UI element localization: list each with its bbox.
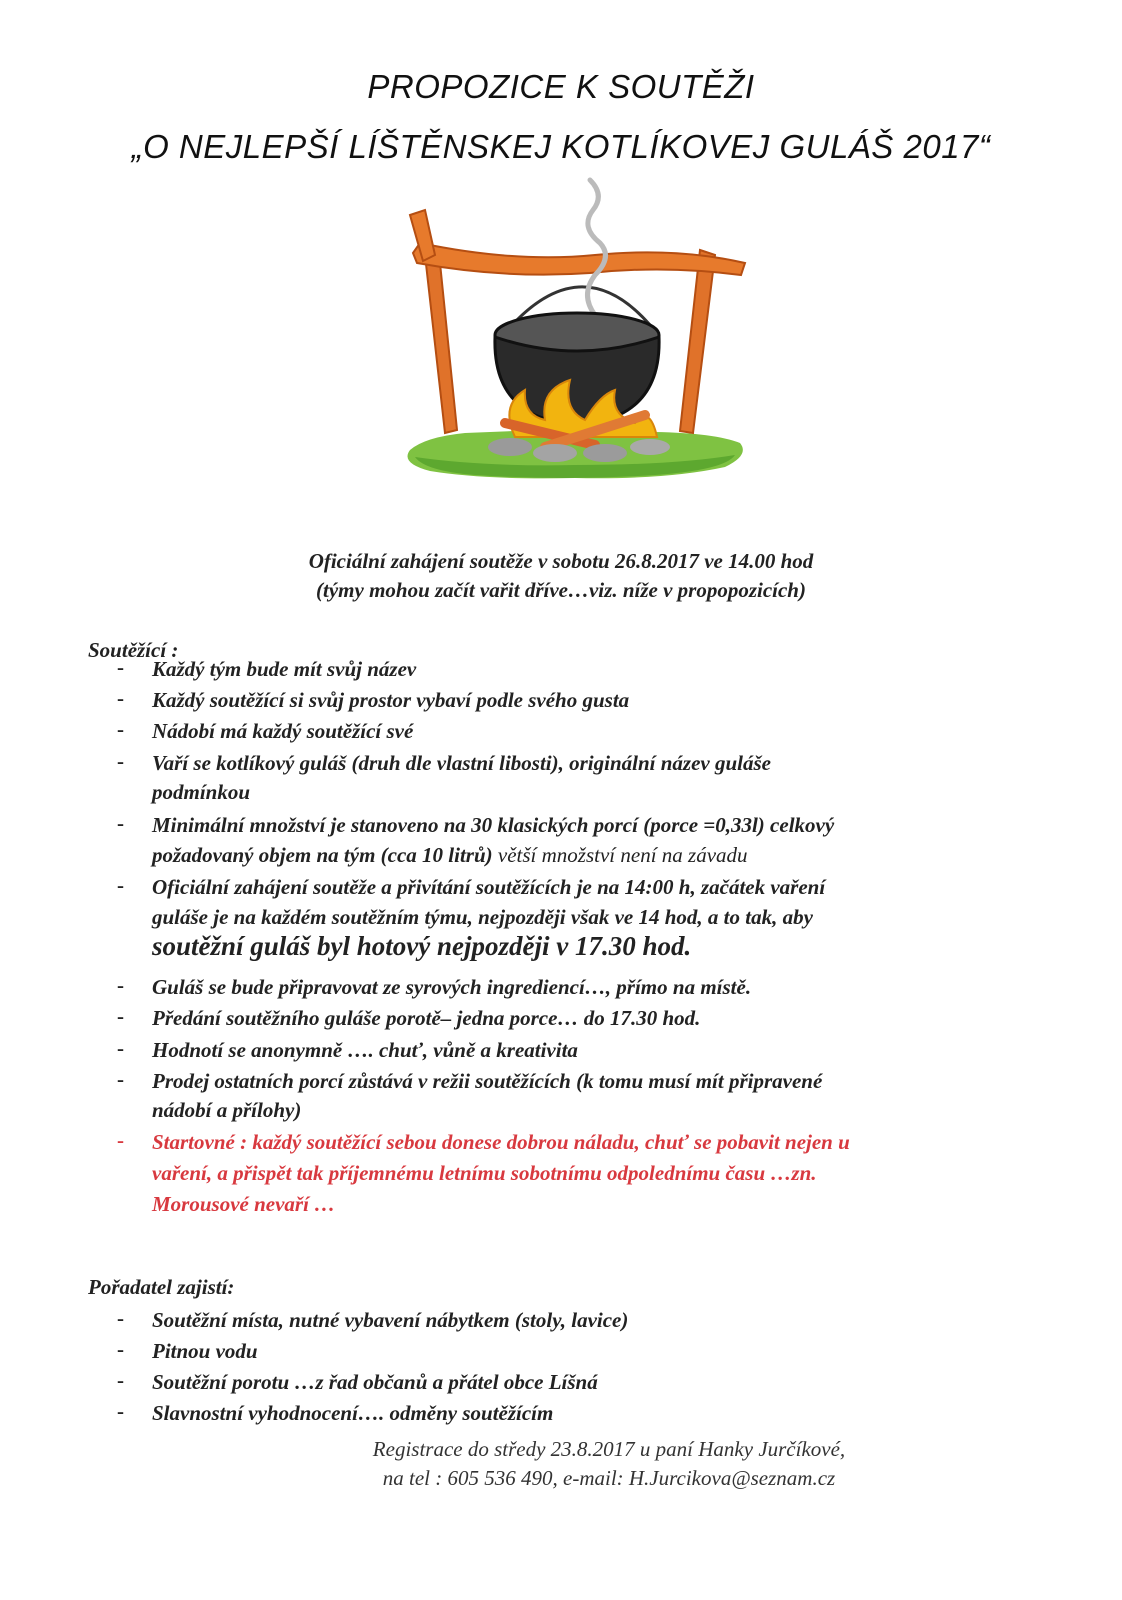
list-item-text: Pitnou vodu bbox=[152, 1339, 258, 1363]
stone bbox=[488, 438, 532, 456]
cross-bar bbox=[413, 243, 745, 275]
bullet-dash: - bbox=[117, 1399, 124, 1423]
list-item-text: podmínkou bbox=[152, 780, 251, 804]
list-item-text: vaření, a přispět tak příjemnému letnímu sobotnímu odpolednímu času …zn. bbox=[152, 1161, 817, 1185]
registration-line-2: na tel : 605 536 490, e-mail: H.Jurcikova@seznam.cz bbox=[382, 1466, 836, 1490]
steam bbox=[588, 180, 606, 315]
list-item-text: Prodej ostatních porcí zůstává v režii soutěžících (k tomu musí mít připravené bbox=[152, 1069, 823, 1093]
bullet-dash: - bbox=[117, 1337, 124, 1361]
document-subtitle: „O NEJLEPŠÍ LÍŠTĚNSKEJ KOTLÍKOVEJ GULÁŠ 2017“ bbox=[131, 128, 991, 165]
list-item-text: Morousové nevaří … bbox=[152, 1192, 336, 1216]
bullet-dash: - bbox=[117, 973, 124, 997]
list-item-note: větší množství není na závadu bbox=[497, 843, 748, 867]
bullet-dash: - bbox=[117, 749, 124, 773]
bullet-dash: - bbox=[117, 873, 124, 897]
list-item-text: Startovné : každý soutěžící sebou donese dobrou náladu, chuť se pobavit nejen u bbox=[152, 1130, 850, 1154]
list-item-text: Každý tým bude mít svůj název bbox=[152, 657, 417, 681]
cooking-pot-over-fire-illustration bbox=[395, 175, 765, 505]
intro-line-2: (týmy mohou začít vařit dříve…viz. níže v propopozicích) bbox=[316, 578, 806, 602]
list-item-text: Guláš se bude připravovat ze syrových ingrediencí…, přímo na místě. bbox=[152, 975, 752, 999]
list-item-text: Předání soutěžního guláše porotě– jedna porce… do 17.30 hod. bbox=[152, 1006, 701, 1030]
organizer-heading: Pořadatel zajistí: bbox=[88, 1275, 235, 1299]
list-item-text: Oficiální zahájení soutěže a přivítání soutěžících je na 14:00 h, začátek vaření bbox=[152, 875, 826, 899]
registration-line-1: Registrace do středy 23.8.2017 u paní Hanky Jurčíkové, bbox=[372, 1437, 846, 1461]
list-item-text: Minimální množství je stanoveno na 30 klasických porcí (porce =0,33l) celkový bbox=[152, 813, 835, 837]
list-item-text: Každý soutěžící si svůj prostor vybaví podle svého gusta bbox=[152, 688, 630, 712]
bullet-dash: - bbox=[117, 1036, 124, 1060]
bullet-dash: - bbox=[117, 811, 124, 835]
list-item-deadline: soutěžní guláš byl hotový nejpozději v 17.30 hod. bbox=[152, 931, 692, 961]
list-item-text: nádobí a přílohy) bbox=[152, 1098, 302, 1122]
bullet-dash: - bbox=[117, 1004, 124, 1028]
right-post bbox=[680, 250, 715, 433]
intro-line-1: Oficiální zahájení soutěže v sobotu 26.8.2017 ve 14.00 hod bbox=[308, 549, 814, 573]
list-item-text: guláše je na každém soutěžním týmu, nejpozději však ve 14 hod, a to tak, aby bbox=[152, 905, 813, 929]
bullet-dash: - bbox=[117, 655, 124, 679]
list-item-text: Soutěžní místa, nutné vybavení nábytkem (stoly, lavice) bbox=[152, 1308, 629, 1332]
list-item-text: Slavnostní vyhodnocení…. odměny soutěžícím bbox=[152, 1401, 554, 1425]
list-item-text: Vaří se kotlíkový guláš (druh dle vlastní libosti), originální název guláše bbox=[152, 751, 771, 775]
bullet-dash: - bbox=[117, 686, 124, 710]
list-item-text: Nádobí má každý soutěžící své bbox=[152, 719, 414, 743]
list-item-text: Soutěžní porotu …z řad občanů a přátel obce Líšná bbox=[152, 1370, 598, 1394]
bullet-dash: - bbox=[117, 1067, 124, 1091]
list-item-text: Hodnotí se anonymně …. chuť, vůně a kreativita bbox=[152, 1038, 578, 1062]
document-title: PROPOZICE K SOUTĚŽI bbox=[367, 68, 755, 105]
bullet-dash: - bbox=[117, 1306, 124, 1330]
bullet-dash: - bbox=[117, 717, 124, 741]
contestants-heading: Soutěžící : bbox=[88, 638, 179, 662]
left-post bbox=[425, 255, 457, 433]
bullet-dash: - bbox=[117, 1128, 124, 1152]
list-item-text: požadovaný objem na tým (cca 10 litrů) větší množství není na závadu bbox=[152, 843, 748, 867]
bullet-dash: - bbox=[117, 1368, 124, 1392]
